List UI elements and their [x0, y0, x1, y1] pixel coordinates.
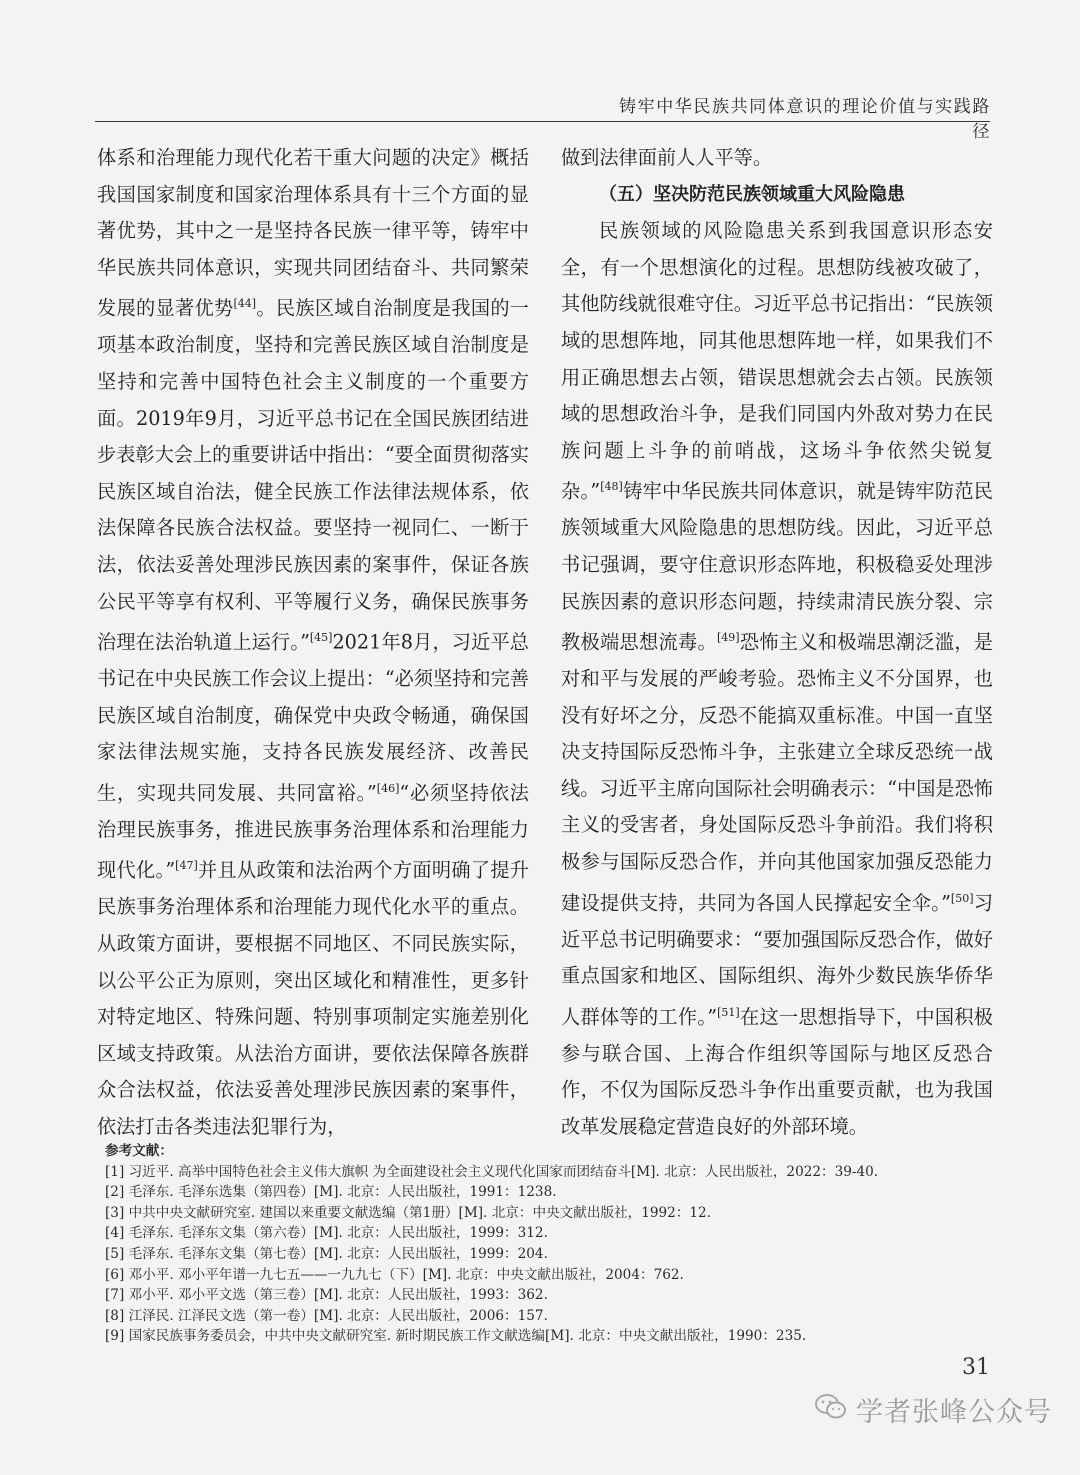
reference-item: [4] 毛泽东. 毛泽东文集（第六卷）[M]. 北京：人民出版社，1999：312. — [105, 1225, 548, 1242]
citation-46[interactable]: [46] — [376, 781, 400, 795]
citation-47[interactable]: [47] — [175, 859, 198, 873]
references — [105, 1141, 995, 1347]
text-run: 习近平总书记明确要求：“要加强国际反恐合作，做好重点国家和地区、国际组织、海外少数民族华侨华人群体等的工作。” — [561, 891, 994, 1029]
reference-item: [2] 毛泽东. 毛泽东选集（第四卷）[M]. 北京：人民出版社，1991：1238. — [105, 1184, 557, 1201]
reference-item: [3] 中共中央文献研究室. 建国以来重要文献选编（第1册）[M]. 北京：中央文献出版社，1992：12. — [105, 1204, 712, 1221]
watermark — [814, 1389, 1052, 1429]
left-column — [97, 140, 529, 1146]
page-number: 31 — [962, 1355, 990, 1380]
citation-44[interactable]: [44] — [233, 297, 257, 311]
text-run: 恐怖主义和极端思潮泛滥，是对和平与发展的严峻考验。恐怖主义不分国界，也没有好坏之分，反恐不能搞双重标准。中国一直坚决支持国际反恐怖斗争，主张建立全球反恐统一战线。习近平主席向国际社会明确表示：“中国是恐怖主义的受害者，身处国际反恐斗争前沿。我们将积极参与国际反恐合作，并向其他国家加强反恐能力建设提供支持，共同为各国人民撑起安全伞。” — [561, 630, 994, 915]
reference-item: [5] 毛泽东. 毛泽东文集（第七卷）[M]. 北京：人民出版社，1999：204. — [105, 1245, 548, 1262]
header-rule — [95, 121, 990, 122]
citation-48[interactable]: [48] — [600, 480, 623, 494]
references-title: 参考文献： — [105, 1143, 173, 1159]
text-run: 并且从政策和法治两个方面明确了提升民族事务治理体系和治理能力现代化水平的重点。从政策方面讲，要根据不同地区、不同民族实际，以公平公正为原则，突出区域化和精准性，更多针对特定地区、特殊问题、特别事项制定实施差别化区域支持政策。从法治方面讲，要依法保障各族群众合法权益，依法妥善处理涉民族因素的案事件，依法打击各类违法犯罪行为， — [97, 858, 529, 1138]
right-paragraph — [561, 213, 993, 1145]
text-run: “必须坚持依法治理民族事务，推进民族事务治理体系和治理能力现代化。” — [97, 781, 529, 882]
reference-item: [1] 习近平. 高举中国特色社会主义伟大旗帜 为全面建设社会主义现代化国家而团结奋斗[M]. 北京：人民出版社，2022：39-40. — [105, 1163, 879, 1180]
right-column — [561, 140, 993, 1146]
watermark-text: 学者张峰公众号 — [856, 1396, 1052, 1428]
citation-49[interactable]: [49] — [716, 631, 740, 645]
reference-item: [9] 国家民族事务委员会，中共中央文献研究室. 新时期民族工作文献选编[M]. 北京：中央文献出版社，1990：235. — [105, 1328, 807, 1345]
text-run: 铸牢中华民族共同体意识，就是铸牢防范民族领域重大风险隐患的思想防线。因此，习近平总书记强调，要守住意识形态阵地，积极稳妥处理涉民族因素的意识形态问题，持续肃清民族分裂、宗教极端思想流毒。 — [561, 479, 993, 654]
reference-item: [8] 江泽民. 江泽民文选（第一卷）[M]. 北京：人民出版社，2006：157. — [105, 1307, 548, 1324]
reference-item: [7] 邓小平. 邓小平文选（第三卷）[M]. 北京：人民出版社，1993：362. — [105, 1287, 548, 1304]
text-run: 。民族区域自治制度是我国的一项基本政治制度，坚持和完善民族区域自治制度是坚持和完善中国特色社会主义制度的一个重要方面。2019年9月，习近平总书记在全国民族团结进步表彰大会上的重要讲话中指出：“要全面贯彻落实民族区域自治法，健全民族工作法律法规体系，依法保障各民族合法权益。要坚持一视同仁、一断于法，依法妥善处理涉民族因素的案事件，保证各族公民平等享有权利、平等履行义务，确保民族事务治理在法治轨道上运行。” — [97, 296, 529, 654]
citation-45[interactable]: [45] — [309, 631, 333, 645]
reference-list — [105, 1162, 995, 1347]
wechat-icon — [814, 1392, 848, 1426]
section-subheading: （五）坚决防范民族领域重大风险隐患 — [599, 183, 905, 205]
right-paragraph-continued: 做到法律面前人人平等。 — [561, 146, 773, 169]
left-paragraph — [97, 140, 529, 1146]
reference-item: [6] 邓小平. 邓小平年谱一九七五——一九九七（下）[M]. 北京：中央文献出版社，2004：762. — [105, 1266, 684, 1283]
text-run: 2021年8月，习近平总书记在中央民族工作会议上提出：“必须坚持和完善民族区域自治制度，确保党中央政令畅通，确保国家法律法规实施，支持各民族发展经济、改善民生，实现共同发展、共同富裕。” — [97, 630, 529, 805]
citation-50[interactable]: [50] — [950, 891, 974, 905]
text-run: 体系和治理能力现代化若干重大问题的决定》概括我国国家制度和国家治理体系具有十三个方面的显著优势，其中之一是坚持各民族一律平等，铸牢中华民族共同体意识，实现共同团结奋斗、共同繁荣发展的显著优势 — [97, 146, 529, 320]
citation-51[interactable]: [51] — [717, 1005, 740, 1019]
text-run: 在这一思想指导下，中国积极参与联合国、上海合作组织等国际与地区反恐合作，不仅为国际反恐斗争作出重要贡献，也为我国改革发展稳定营造良好的外部环境。 — [561, 1005, 993, 1138]
text-run: 民族领域的风险隐患关系到我国意识形态安全，有一个思想演化的过程。思想防线被攻破了，其他防线就很难守住。习近平总书记指出：“民族领域的思想阵地，同其他思想阵地一样，如果我们不用正确思想去占领，错误思想就会去占领。民族领域的思想政治斗争，是我们同国内外敌对势力在民族问题上斗争的前哨战，这场斗争依然尖锐复杂。” — [561, 219, 993, 503]
running-head: 铸牢中华民族共同体意识的理论价值与实践路径 — [619, 97, 991, 142]
